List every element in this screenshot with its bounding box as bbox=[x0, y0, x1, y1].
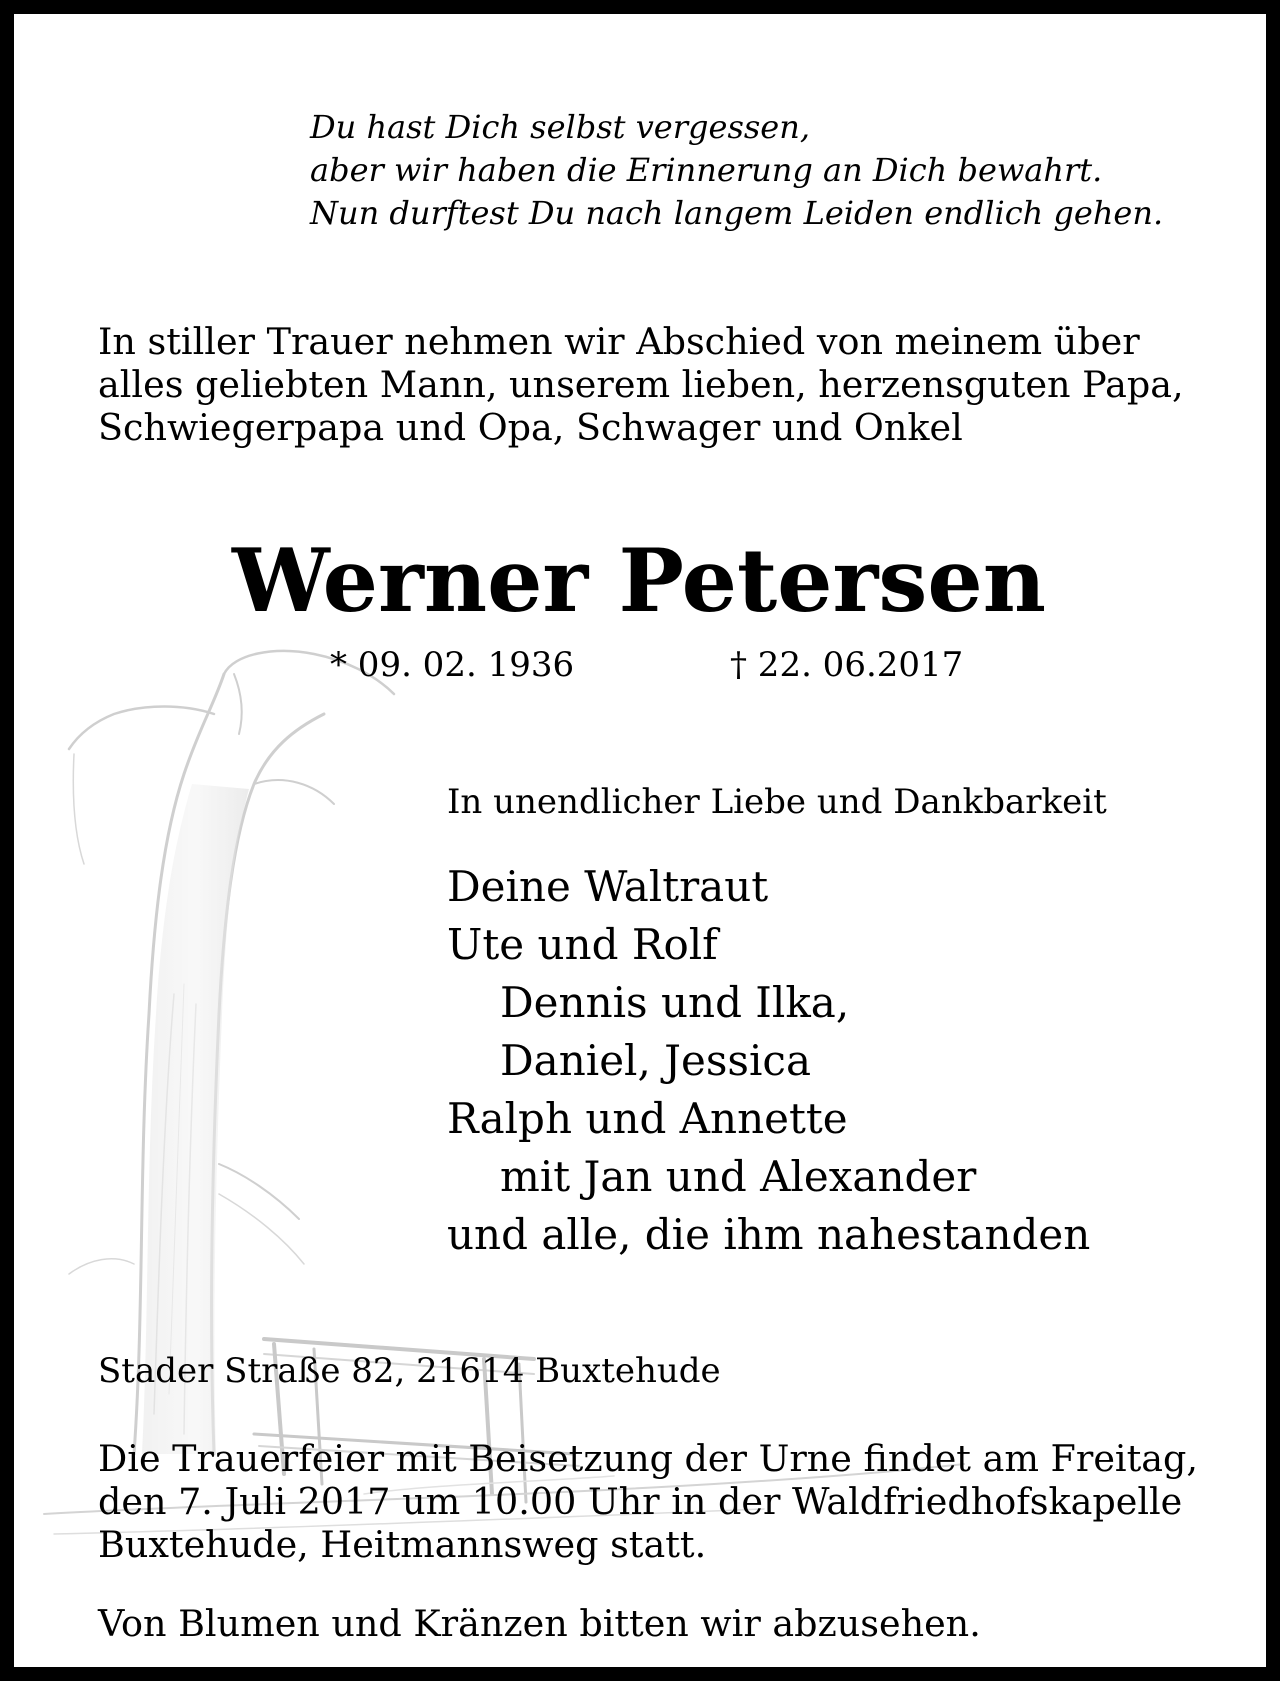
mourner-name: Deine Waltraut bbox=[447, 862, 769, 911]
flowers-note: Von Blumen und Kränzen bitten wir abzusehen. bbox=[98, 1602, 981, 1645]
memorial-quote bbox=[310, 106, 1163, 235]
intro-line: Schwiegerpapa und Opa, Schwager und Onkel bbox=[98, 406, 963, 449]
mourners-list bbox=[447, 858, 1090, 1264]
birth-date: * 09. 02. 1936 bbox=[330, 645, 575, 685]
quote-line: aber wir haben die Erinnerung an Dich bewahrt. bbox=[310, 151, 1103, 189]
funeral-ceremony-info bbox=[98, 1437, 1198, 1566]
ceremony-line: den 7. Juli 2017 um 10.00 Uhr in der Waldfriedhofskapelle bbox=[98, 1480, 1183, 1523]
deceased-name: Werner Petersen bbox=[232, 529, 1046, 632]
ceremony-line: Buxtehude, Heitmannsweg statt. bbox=[98, 1523, 707, 1566]
closing-phrase: In unendlicher Liebe und Dankbarkeit bbox=[447, 782, 1107, 822]
quote-line: Nun durftest Du nach langem Leiden endlich gehen. bbox=[310, 194, 1164, 232]
mourner-name: Daniel, Jessica bbox=[500, 1036, 811, 1085]
quote-line: Du hast Dich selbst vergessen, bbox=[310, 108, 810, 146]
mourner-name: und alle, die ihm nahestanden bbox=[447, 1210, 1091, 1259]
mourner-name: Ralph und Annette bbox=[447, 1094, 848, 1143]
intro-line: In stiller Trauer nehmen wir Abschied von meinem über bbox=[98, 320, 1140, 363]
intro-line: alles geliebten Mann, unserem lieben, herzensguten Papa, bbox=[98, 363, 1184, 406]
ceremony-line: Die Trauerfeier mit Beisetzung der Urne findet am Freitag, bbox=[98, 1437, 1198, 1480]
tree-and-bench-illustration bbox=[14, 14, 1280, 1681]
mourner-name: Dennis und Ilka, bbox=[500, 978, 850, 1027]
mourner-name: Ute und Rolf bbox=[447, 920, 718, 969]
mourning-intro bbox=[98, 320, 1184, 449]
mourner-name: mit Jan und Alexander bbox=[500, 1152, 977, 1201]
tree-drawing bbox=[69, 651, 394, 1454]
death-date: † 22. 06.2017 bbox=[730, 645, 964, 685]
family-address: Stader Straße 82, 21614 Buxtehude bbox=[98, 1351, 721, 1391]
